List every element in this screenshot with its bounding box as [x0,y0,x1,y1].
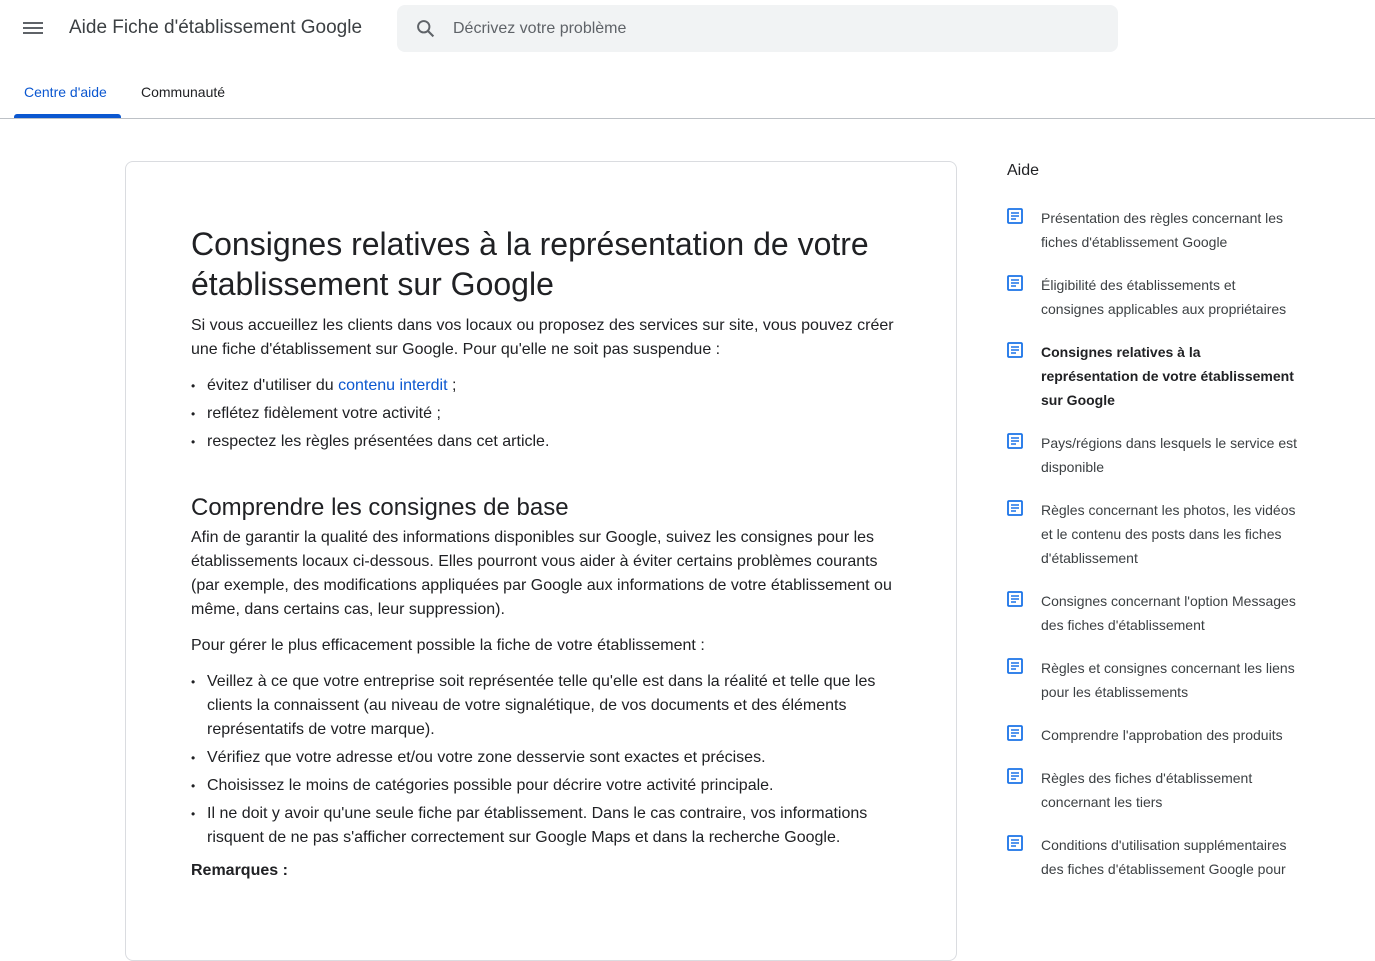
search-icon [415,18,436,39]
paragraph: Pour gérer le plus efficacement possible la fiche de votre établissement : [191,637,705,654]
sidebar-item-label: Consignes concernant l'option Messages des fiches d'établissement [1041,593,1296,633]
article-icon [1007,725,1023,741]
tab-help-center[interactable]: Centre d'aide [24,84,107,100]
article-icon [1007,658,1023,674]
list-item: • reflétez fidèlement votre activité ; [191,402,896,426]
menu-icon[interactable] [23,19,43,39]
prohibited-content-link[interactable]: contenu interdit [338,377,448,394]
article-card [125,161,957,961]
list-item: • Il ne doit y avoir qu'une seule fiche par établissement. Dans le cas contraire, vos informations risquent de ne pas s'afficher correctement sur Google Maps et dans la recherche Google. [191,802,896,850]
article-icon [1007,208,1023,224]
list-item: • Veillez à ce que votre entreprise soit représentée telle qu'elle est dans la réalité et telle que les clients la connaissent (au niveau de votre signalétique, de vos documents et des éléments représentatifs de votre marque). [191,670,896,742]
tab-community[interactable]: Communauté [141,84,226,100]
sidebar-item-label: Règles concernant les photos, les vidéos et le contenu des posts dans les fiches d'établissement [1041,502,1296,566]
active-tab-indicator [14,114,121,118]
remarks-heading: Remarques : [191,862,288,879]
list-item: • Vérifiez que votre adresse et/ou votre zone desservie sont exactes et précises. [191,746,896,770]
article-icon [1007,591,1023,607]
list-item: • respectez les règles présentées dans cet article. [191,430,896,454]
sidebar-item[interactable] [1007,207,1307,254]
intro-list [191,374,896,454]
page-title: Consignes relatives à la représentation de votre établissement sur Google [191,226,869,302]
guidelines-list [191,670,896,850]
sidebar-item[interactable] [1007,432,1307,479]
app-title[interactable]: Aide Fiche d'établissement Google [69,17,363,38]
tab-bar [0,58,1375,119]
sidebar-item-label: Conditions d'utilisation supplémentaires des fiches d'établissement Google pour [1041,837,1287,877]
article-icon [1007,342,1023,358]
top-bar [0,0,1375,58]
article-icon [1007,768,1023,784]
article-icon [1007,275,1023,291]
list-item: • évitez d'utiliser du contenu interdit ; [191,374,896,398]
list-item: • Choisissez le moins de catégories possible pour décrire votre activité principale. [191,774,896,798]
search-input[interactable] [453,5,1093,52]
sidebar-item[interactable] [1007,767,1307,814]
intro-paragraph: Si vous accueillez les clients dans vos locaux ou proposez des services sur site, vous pouvez créer une fiche d'établissement sur Google. Pour qu'elle ne soit pas suspendue : [191,317,894,358]
article-icon [1007,835,1023,851]
sidebar-item-label: Règles des fiches d'établissement concernant les tiers [1041,770,1253,810]
sidebar-item-label: Consignes relatives à la représentation de votre établissement sur Google [1041,344,1294,408]
sidebar-item-label: Éligibilité des établissements et consignes applicables aux propriétaires [1041,277,1287,317]
sidebar-item[interactable] [1007,499,1307,570]
sidebar-item-label: Comprendre l'approbation des produits [1041,727,1283,743]
search-box[interactable] [397,5,1118,52]
sidebar-title: Aide [1007,162,1040,179]
sidebar-item[interactable] [1007,341,1307,412]
help-sidebar [1007,162,1307,901]
sidebar-item[interactable] [1007,590,1307,637]
article-icon [1007,500,1023,516]
sidebar-item-label: Pays/régions dans lesquels le service est disponible [1041,435,1298,475]
paragraph: Afin de garantir la qualité des informations disponibles sur Google, suivez les consignes pour les établissements locaux ci-dessous. Elles pourront vous aider à éviter certains problèmes courants (par exemple, des modifications appliquées par Google aux informations de votre établissement ou même, dans certains cas, leur suppression). [191,529,892,618]
sidebar-item-label: Présentation des règles concernant les fiches d'établissement Google [1041,210,1284,250]
section-heading: Comprendre les consignes de base [191,494,569,521]
article-icon [1007,433,1023,449]
sidebar-item[interactable] [1007,724,1307,747]
sidebar-item[interactable] [1007,274,1307,321]
sidebar-item[interactable] [1007,657,1307,704]
sidebar-item-label: Règles et consignes concernant les liens pour les établissements [1041,660,1295,700]
sidebar-item[interactable] [1007,834,1307,881]
